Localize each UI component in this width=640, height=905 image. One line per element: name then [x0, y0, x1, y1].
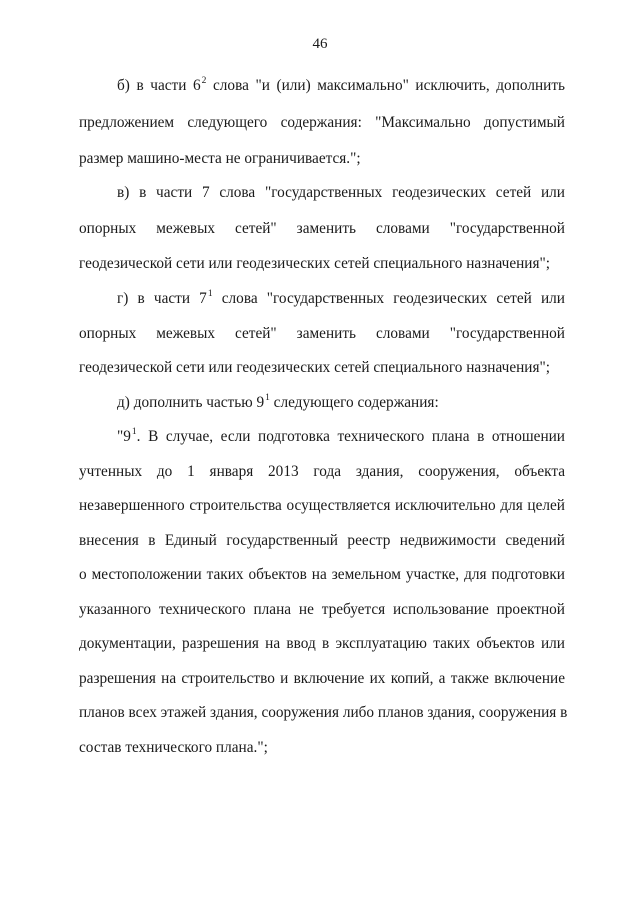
- paragraph-v-line-1: в) в части 7 слова "государственных геодезических сетей или: [117, 184, 565, 201]
- new-part-line-9: планов всех этажей здания, сооружения либо планов здания, сооружения в: [79, 704, 568, 721]
- new-part-line-6: указанного технического плана не требуется использование проектной: [79, 601, 565, 618]
- text-run: слова "государственных геодезических сетей или: [212, 290, 565, 307]
- paragraph-g-line-3: геодезической сети или геодезических сетей специального назначения";: [79, 359, 551, 376]
- text-run: б) в части 6: [117, 77, 201, 94]
- text-run: г) в части 7: [117, 290, 207, 307]
- text-run: следующего содержания:: [269, 394, 439, 411]
- superscript: 2: [201, 76, 207, 86]
- text-run: . В случае, если подготовка технического плана в отношении: [136, 428, 565, 445]
- new-part-line-5: о местоположении таких объектов на земельном участке, для подготовки: [79, 566, 565, 583]
- paragraph-g-line-2: опорных межевых сетей" заменить словами "государственной: [79, 325, 565, 342]
- new-part-line-1: [117, 427, 565, 447]
- text-run: слова "и (или) максимально" исключить, дополнить: [206, 77, 565, 94]
- superscript: 1: [131, 427, 137, 437]
- paragraph-v-line-2: опорных межевых сетей" заменить словами "государственной: [79, 220, 565, 237]
- paragraph-d-line-1: [117, 393, 565, 413]
- page-number: 46: [312, 36, 328, 52]
- superscript: 1: [265, 393, 270, 403]
- paragraph-b-line-2: предложением следующего содержания: "Максимально допустимый: [79, 114, 565, 131]
- new-part-line-3: незавершенного строительства осуществляется исключительно для целей: [79, 497, 565, 514]
- new-part-line-10: состав технического плана.";: [79, 739, 268, 756]
- text-run: "9: [117, 428, 131, 445]
- new-part-line-4: внесения в Единый государственный реестр недвижимости сведений: [79, 532, 565, 549]
- paragraph-b-line-3: размер машино-места не ограничивается.";: [79, 150, 361, 167]
- paragraph-b-line-1: [117, 76, 565, 96]
- superscript: 1: [207, 289, 213, 299]
- paragraph-v-line-3: геодезической сети или геодезических сетей специального назначения";: [79, 255, 551, 272]
- new-part-line-8: разрешения на строительство и включение их копий, а также включение: [79, 670, 565, 687]
- text-run: д) дополнить частью 9: [117, 394, 265, 411]
- new-part-line-2: учтенных до 1 января 2013 года здания, сооружения, объекта: [79, 463, 565, 480]
- new-part-line-7: документации, разрешения на ввод в эксплуатацию таких объектов или: [79, 635, 565, 652]
- paragraph-g-line-1: [117, 289, 565, 309]
